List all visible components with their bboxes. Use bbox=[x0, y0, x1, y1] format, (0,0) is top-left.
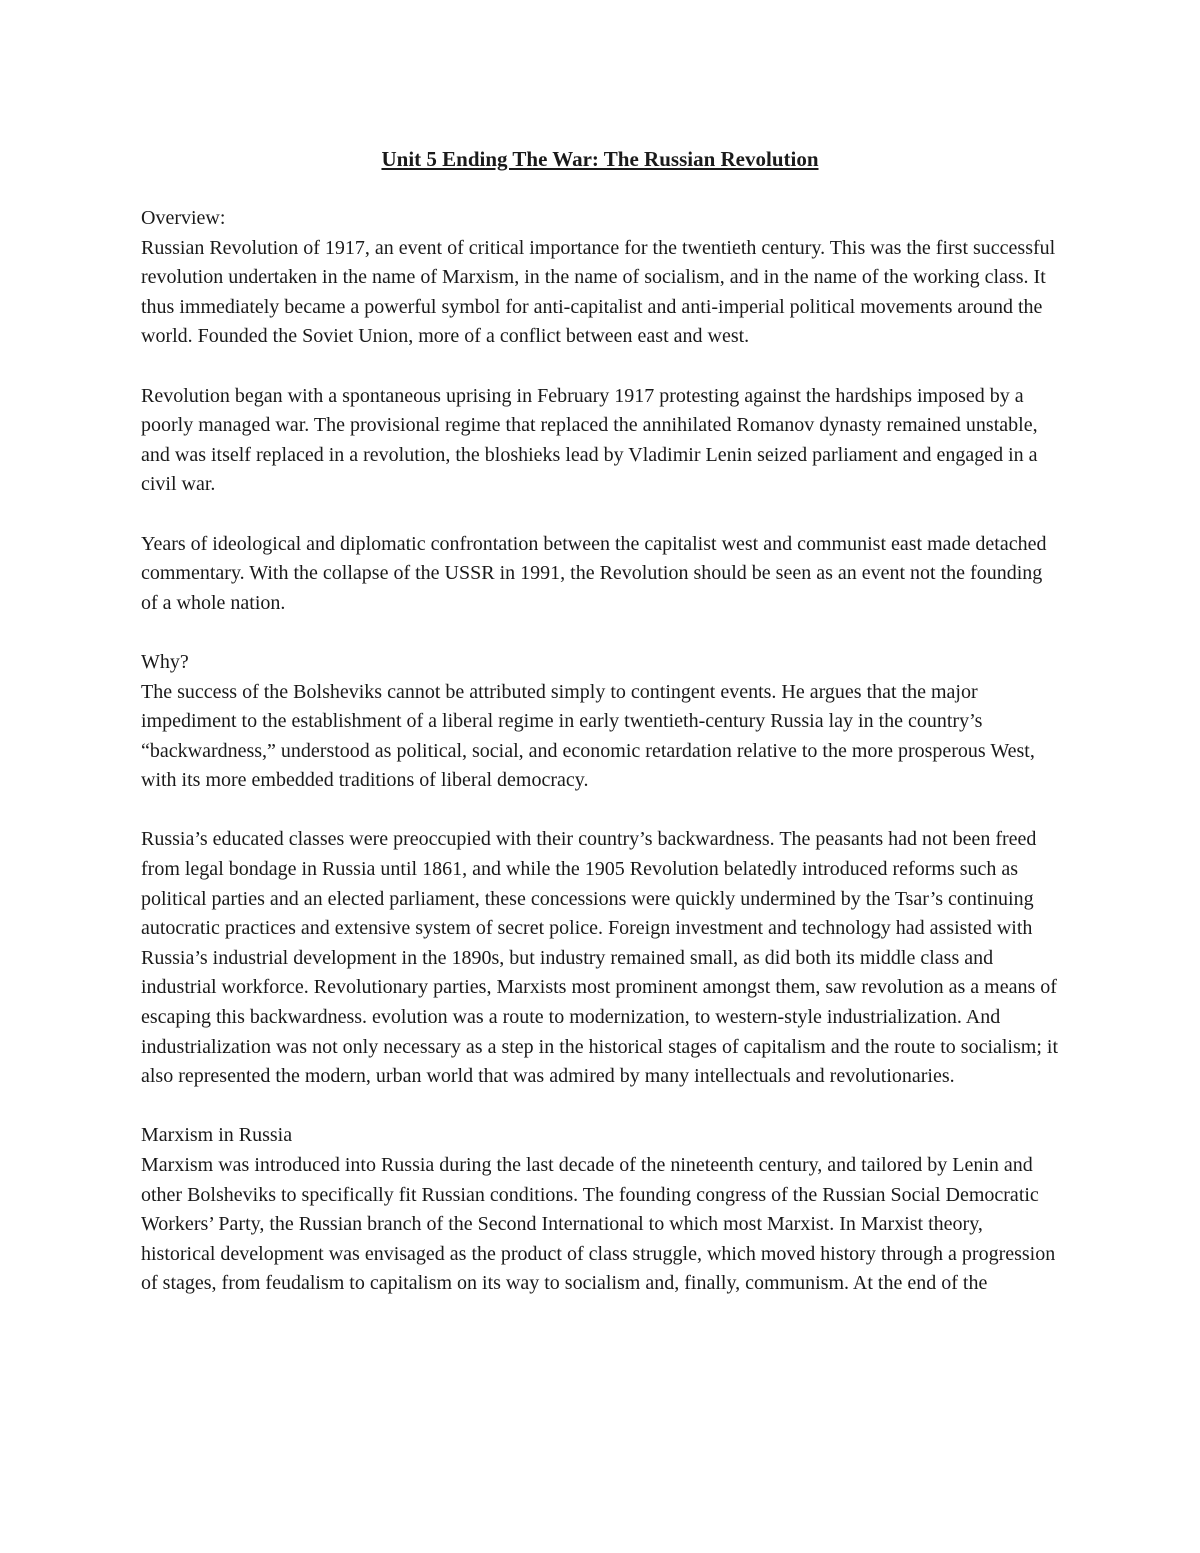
paragraph-text: Marxism was introduced into Russia during the last decade of the nineteenth century, and tailored by Lenin and other Bolsheviks to specifically fit Russian conditions. The founding congress of the Russian Social Democratic Workers’ Party, the Russian branch of the Second International to which most Marxist. In Marxist theory, historical development was envisaged as the product of class struggle, which moved history through a progression of stages, from feudalism to capitalism on its way to socialism and, finally, communism. At the end of the bbox=[141, 1154, 1056, 1295]
paragraph-text: Russia’s educated classes were preoccupied with their country’s backwardness. The peasants had not been freed from legal bondage in Russia until 1861, and while the 1905 Revolution belatedly introduced reforms such as political parties and an elected parliament, these concessions were quickly undermined by the Tsar’s continuing autocratic practices and extensive system of secret police. Foreign investment and technology had assisted with Russia’s industrial development in the 1890s, but industry remained small, as did both its middle class and industrial workforce. Revolutionary parties, Marxists most prominent amongst them, saw revolution as a means of escaping this backwardness. evolution was a route to modernization, to western-style industrialization. And industrialization was not only necessary as a step in the historical stages of capitalism and the route to socialism; it also represented the modern, urban world that was admired by many intellectuals and revolutionaries. bbox=[141, 828, 1059, 1088]
paragraph bbox=[141, 530, 1061, 619]
document-title: Unit 5 Ending The War: The Russian Revolution bbox=[381, 147, 819, 171]
paragraph-text: The success of the Bolsheviks cannot be attributed simply to contingent events. He argues that the major impediment to the establishment of a liberal regime in early twentieth-century Russia lay in the country’s “backwardness,” understood as political, social, and economic retardation relative to the more prosperous West, with its more embedded traditions of liberal democracy. bbox=[141, 680, 1035, 792]
section-why bbox=[141, 648, 1061, 796]
paragraph-text: Russian Revolution of 1917, an event of critical importance for the twentieth century. This was the first successful revolution undertaken in the name of Marxism, in the name of socialism, and in the name of the working class. It thus immediately became a powerful symbol for anti-capitalist and anti-imperial political movements around the world. Founded the Soviet Union, more of a conflict between east and west. bbox=[141, 236, 1056, 348]
section-overview bbox=[141, 204, 1061, 352]
paragraph bbox=[141, 382, 1061, 500]
paragraph-text: Years of ideological and diplomatic confrontation between the capitalist west and communist east made detached commentary. With the collapse of the USSR in 1991, the Revolution should be seen as an event not the founding of a whole nation. bbox=[141, 532, 1047, 614]
section-heading: Overview: bbox=[141, 207, 226, 229]
paragraph-text: Revolution began with a spontaneous uprising in February 1917 protesting against the hardships imposed by a poorly managed war. The provisional regime that replaced the annihilated Romanov dynasty remained unstable, and was itself replaced in a revolution, the bloshieks lead by Vladimir Lenin seized parliament and engaged in a civil war. bbox=[141, 384, 1038, 496]
document-body bbox=[141, 204, 1061, 1329]
section-heading: Marxism in Russia bbox=[141, 1124, 293, 1147]
section-heading: Why? bbox=[141, 650, 189, 673]
section-marxism-in-russia bbox=[141, 1121, 1061, 1299]
paragraph bbox=[141, 825, 1061, 1091]
